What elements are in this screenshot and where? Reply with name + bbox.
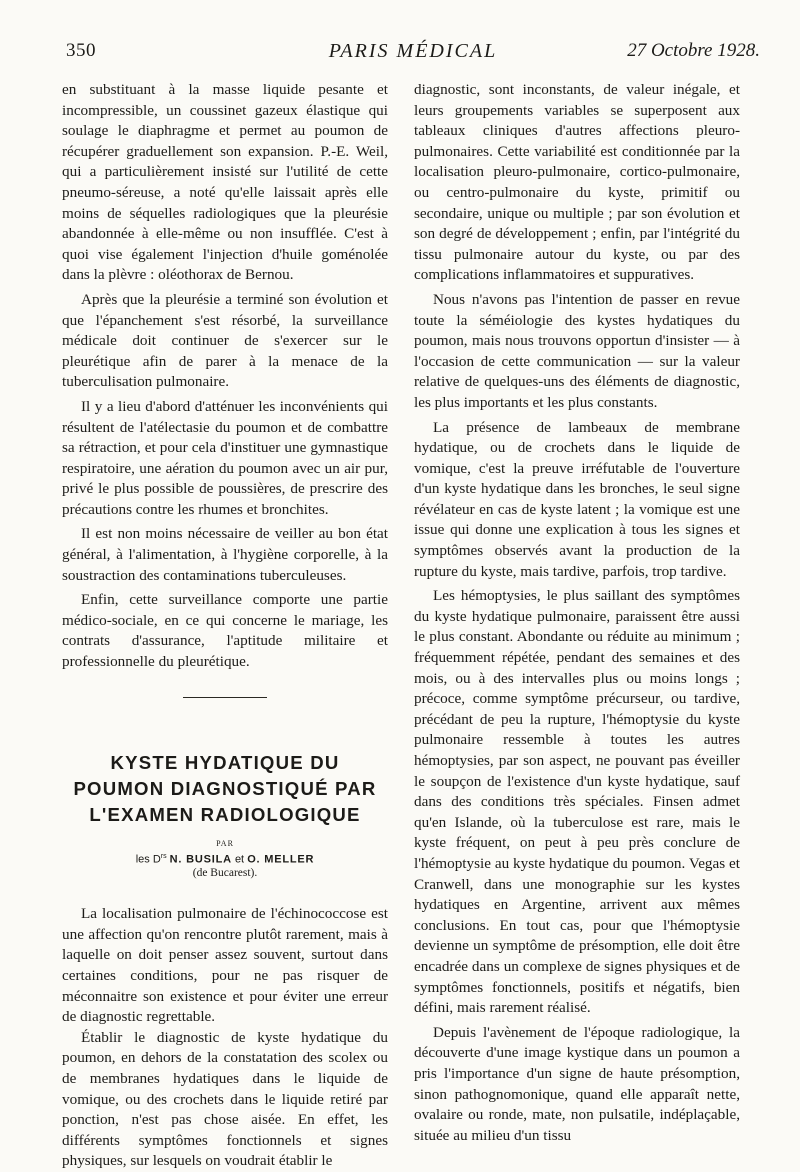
right-column: [414, 80, 740, 1146]
article-title-line: L'EXAMEN RADIOLOGIQUE: [89, 803, 361, 825]
section-separator: [183, 697, 267, 698]
paragraph: Après que la pleurésie a terminé son évolution et que l'épanchement s'est résorbé, la surveillance médicale doit continuer de s'exercer sur le pleurétique afin de parer à la menace de la tuberculisation pulmonaire.: [62, 290, 388, 391]
issue-date: 27 Octobre 1928.: [627, 40, 760, 61]
author-name: N. BUSILA: [169, 853, 232, 866]
paragraph: Depuis l'avènement de l'époque radiologique, la découverte d'une image kystique dans un poumon a pris l'importance d'un signe de haute présomption, sinon pathognomonique, quand elle apparaît nette, ovalaire ou ronde, mate, non pulsatile, indéplaçable, située au milieu d'un tissu: [414, 1023, 740, 1144]
by-label: PAR: [216, 838, 234, 848]
page-header: [66, 40, 760, 72]
author-joiner: et: [234, 853, 245, 866]
paragraph: Les hémoptysies, le plus saillant des symptômes du kyste hydatique pulmonaire, paraissent être aussi le plus constant. Abondante ou réduite au minimum ; fréquemment répétée, pendant des semaines et des mois, ou à des intervalles plus ou moins longs ; précoce, comme symptôme précurseur, ou tardive, précédant de peu la rupture, l'hémoptysie du kyste pulmonaire ressemble à toutes les autres hémoptysies, par son aspect, ne pouvant pas éveiller le soupçon de l'existence d'un kyste hydatique, sauf dans des conditions très spéciales. Finsen admet qu'en Islande, où la tuberculose est rare, mais le kyste fréquent, on peut à peu près conclure de l'hémoptysie au kyste hydatique du poumon. Vegas et Cranwell, dans une monographie sur les kystes hydatiques en Argentine, arrivent aux mêmes conclusions. En tout cas, pour que l'hémoptysie devienne un symptôme de présomption, elle doit être encadrée dans un complexe de signes physiques et de symptômes fonctionnels, positifs et négatifs, bien défini, mais rarement réalisé.: [414, 587, 740, 1017]
paragraph: Établir le diagnostic de kyste hydatique du poumon, en dehors de la constatation des scolex ou de membranes hydatiques dans le liquide de vomique, ou des crochets dans le liquide retiré par ponction, n'est pas chose aisée. En effet, les différents symptômes fonctionnels et signes physiques, sur lesquels on voudrait établir le: [62, 1028, 388, 1170]
paragraph: Enfin, cette surveillance comporte une partie médico-sociale, en ce qui concerne le mariage, les contrats d'assurance, l'aptitude militaire et professionnelle du pleurétique.: [62, 591, 388, 671]
left-column: [62, 80, 388, 1172]
paragraph: en substituant à la masse liquide pesante et incompressible, un coussinet gazeux élastique qui soulage le diaphragme et permet au poumon de récupérer graduellement son expansion. P.-E. Weil, qui a particulièrement insisté sur l'utilité de cette pneumo-séreuse, a noté qu'elle laissait après elle moins de séquelles radiologiques que la pleurésie abandonnée à elle-même ou non insufflée. C'est à quoi vise également l'injection d'huile goménolée dans la plèvre : oléothorax de Bernou.: [62, 81, 388, 284]
paragraph: La présence de lambeaux de membrane hydatique, ou de crochets dans le liquide de vomique, c'est la preuve irréfutable de l'ouverture d'un kyste hydatique dans les bronches, le seul signe révélateur en cas de kyste latent ; la vomique est une issue qui donne une explication à tous les signes et symptômes observés avant la production de la rupture du kyste, mais tardive, parfois, trop tardive.: [414, 418, 740, 580]
article-title-line: POUMON DIAGNOSTIQUÉ PAR: [73, 777, 377, 799]
page-number: 350: [66, 40, 96, 61]
paragraph: Il y a lieu d'abord d'atténuer les inconvénients qui résultent de l'atélectasie du poumon et de combattre sa rétraction, et pour cela d'instituer une gymnastique respiratoire, une aération du poumon avec un air pur, privé le plus possible de poussières, de prescrire des précautions contre les rhumes et bronchites.: [62, 397, 388, 518]
author-prefix: les D: [135, 853, 161, 866]
article-title: [62, 750, 388, 828]
paragraph: Nous n'avons pas l'intention de passer en revue toute la séméiologie des kystes hydatiques du poumon, mais nous trouvons opportun d'insister — à l'occasion de cette communication — sur la valeur relative de quelques-uns des éléments de diagnostic, les plus importants et les plus constants.: [414, 290, 740, 411]
paragraph: diagnostic, sont inconstants, de valeur inégale, et leurs groupements variables se superposent aux tableaux cliniques d'autres affections pleuro-pulmonaires. Cette variabilité est conditionnée par la localisation pleuro-pulmonaire, cortico-pulmonaire, ou centro-pulmonaire du kyste, primitif ou secondaire, unique ou multiple ; par son évolution et son degré de développement ; enfin, par l'intégrité du tissu pulmonaire autour du kyste, ou par des complications inflammatoires et suppuratives.: [414, 81, 740, 284]
article-title-line: KYSTE HYDATIQUE DU: [110, 751, 340, 773]
author-name: O. MELLER: [247, 853, 315, 866]
paragraph: La localisation pulmonaire de l'échinococcose est une affection qu'on rencontre plutôt rarement, mais à laquelle on doit penser assez souvent, surtout dans certaines conditions, pour ne pas risquer de méconnaitre son existence et pour éviter une erreur de diagnostic regrettable.: [62, 905, 388, 1026]
article-authors: [62, 850, 388, 867]
paragraph: Il est non moins nécessaire de veiller au bon état général, à l'alimentation, à l'hygiène corporelle, à la soustraction des contaminations tuberculeuses.: [62, 525, 388, 584]
author-title-abbr: rs: [160, 852, 167, 860]
author-affiliation: (de Bucarest).: [192, 867, 258, 880]
journal-title: PARIS MÉDICAL: [328, 40, 498, 62]
